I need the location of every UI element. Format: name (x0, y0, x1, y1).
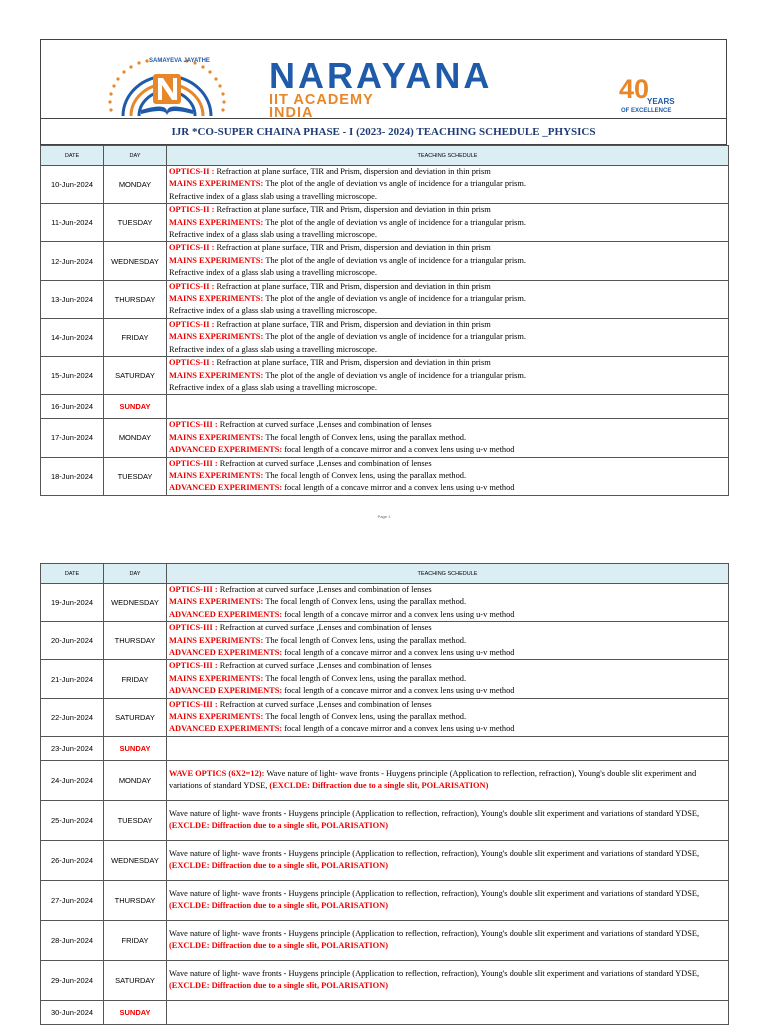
schedule-line (169, 319, 728, 331)
row-schedule (167, 920, 729, 960)
topic-text: Refraction at plane surface, TIR and Prism, dispersion and deviation in thin prism (216, 319, 491, 329)
topic-text: Refraction at plane surface, TIR and Prism, dispersion and deviation in thin prism (216, 358, 491, 368)
column-header-date: DATE (41, 146, 104, 166)
table-row (41, 800, 729, 840)
row-day: TUESDAY (104, 800, 167, 840)
row-schedule (167, 242, 729, 280)
schedule-line (169, 166, 728, 178)
table-row (41, 204, 729, 242)
mains-label: MAINS EXPERIMENTS: (169, 432, 266, 442)
schedule-line (169, 242, 728, 254)
mains-label: MAINS EXPERIMENTS: (169, 673, 266, 683)
row-day: SATURDAY (104, 960, 167, 1000)
topic-label: OPTICS-III : (169, 585, 220, 594)
table-row (41, 736, 729, 760)
schedule-line (169, 685, 728, 697)
topic-label: OPTICS-III : (169, 623, 220, 633)
topic-text: Wave nature of light- wave fronts - Huygens principle (Application to reflection, refraction), Young's double slit experiment and variations of standard YDSE, (169, 928, 700, 938)
table-row (41, 318, 729, 356)
schedule-line (169, 382, 728, 394)
schedule-line (169, 635, 728, 647)
row-schedule (167, 457, 729, 495)
brand-name: NARAYANA (269, 55, 493, 96)
mains-text: The focal length of Convex lens, using the parallax method. (265, 597, 467, 607)
schedule-line (169, 609, 728, 621)
row-date: 11-Jun-2024 (41, 204, 104, 242)
table-row (41, 1000, 729, 1024)
row-schedule (167, 880, 729, 920)
mains-label: MAINS EXPERIMENTS: (169, 332, 266, 342)
schedule-line (169, 596, 728, 608)
mains-text: The plot of the angle of deviation vs angle of incidence for a triangular prism. (265, 332, 527, 342)
schedule-line (169, 293, 728, 305)
narayana-emblem-icon (101, 50, 271, 120)
table-header-row (41, 564, 729, 584)
row-date: 27-Jun-2024 (41, 880, 104, 920)
row-day: FRIDAY (104, 660, 167, 698)
advanced-label: ADVANCED EXPERIMENTS: (169, 686, 285, 696)
row-schedule (167, 736, 729, 760)
advanced-text: focal length of a concave mirror and a convex lens using u-v method (284, 609, 515, 619)
schedule-line (169, 928, 728, 953)
table-row (41, 395, 729, 419)
schedule-line (169, 699, 728, 711)
row-date: 13-Jun-2024 (41, 280, 104, 318)
mains-text: The plot of the angle of deviation vs angle of incidence for a triangular prism. (265, 370, 527, 380)
document-header (40, 39, 727, 121)
schedule-line (169, 622, 728, 634)
row-date: 17-Jun-2024 (41, 419, 104, 457)
schedule-line (169, 968, 728, 993)
row-date: 29-Jun-2024 (41, 960, 104, 1000)
mains-text: The plot of the angle of deviation vs angle of incidence for a triangular prism. (265, 294, 527, 304)
row-date: 20-Jun-2024 (41, 622, 104, 660)
row-date: 23-Jun-2024 (41, 736, 104, 760)
topic-text: Wave nature of light- wave fronts - Huygens principle (Application to reflection, refraction), Young's double slit experiment and variations of standard YDSE, (169, 768, 697, 791)
topic-label: WAVE OPTICS (6X2=12): (169, 768, 267, 778)
schedule-line (169, 305, 728, 317)
table-row (41, 880, 729, 920)
schedule-line (169, 584, 728, 596)
schedule-line (169, 848, 728, 873)
schedule-line (169, 458, 728, 470)
experiment-text: Refractive index of a glass slab using a travelling microscope. (169, 230, 377, 240)
topic-text: Wave nature of light- wave fronts - Huygens principle (Application to reflection, refraction), Young's double slit experiment and variations of standard YDSE, (169, 968, 700, 978)
row-date: 28-Jun-2024 (41, 920, 104, 960)
exclusion-note: (EXCLDE: Diffraction due to a single slit, POLARISATION) (169, 821, 388, 831)
row-date: 12-Jun-2024 (41, 242, 104, 280)
row-day: THURSDAY (104, 280, 167, 318)
topic-label: OPTICS-II : (169, 281, 217, 291)
table-row (41, 622, 729, 660)
mains-text: The focal length of Convex lens, using the parallax method. (265, 470, 467, 480)
row-schedule (167, 357, 729, 395)
column-header-schedule: TEACHING SCHEDULE (167, 146, 729, 166)
schedule-line (169, 217, 728, 229)
mains-text: The focal length of Convex lens, using the parallax method. (265, 432, 467, 442)
row-schedule (167, 419, 729, 457)
schedule-line (169, 470, 728, 482)
row-date: 16-Jun-2024 (41, 395, 104, 419)
row-day: MONDAY (104, 760, 167, 800)
mains-text: The focal length of Convex lens, using the parallax method. (265, 712, 467, 722)
topic-label: OPTICS-III : (169, 661, 220, 671)
brand-line-2: INDIA (269, 105, 314, 121)
row-schedule (167, 584, 729, 622)
row-day: TUESDAY (104, 457, 167, 495)
row-schedule (167, 760, 729, 800)
row-date: 21-Jun-2024 (41, 660, 104, 698)
years-number: 40 (619, 74, 650, 104)
schedule-line (169, 711, 728, 723)
experiment-text: Refractive index of a glass slab using a travelling microscope. (169, 344, 377, 354)
schedule-line (169, 255, 728, 267)
column-header-day: DAY (104, 146, 167, 166)
row-schedule (167, 800, 729, 840)
exclusion-note: (EXCLDE: Diffraction due to a single slit, POLARISATION) (169, 901, 388, 911)
experiment-text: Refractive index of a glass slab using a travelling microscope. (169, 268, 377, 278)
topic-text: Refraction at curved surface ,Lenses and combination of lenses (219, 623, 432, 633)
row-schedule (167, 960, 729, 1000)
row-day: MONDAY (104, 419, 167, 457)
topic-text: Refraction at curved surface ,Lenses and combination of lenses (219, 458, 432, 468)
exclusion-note: (EXCLDE: Diffraction due to a single slit, POLARISATION) (169, 861, 388, 871)
table-row (41, 419, 729, 457)
schedule-line (169, 419, 728, 431)
advanced-label: ADVANCED EXPERIMENTS: (169, 724, 285, 734)
schedule-line (169, 204, 728, 216)
column-header-date: DATE (41, 564, 104, 584)
years-sub: OF EXCELLENCE (621, 108, 672, 114)
topic-label: OPTICS-II : (169, 243, 217, 253)
schedule-line (169, 673, 728, 685)
row-date: 19-Jun-2024 (41, 584, 104, 622)
schedule-title: IJR *CO-SUPER CHAINA PHASE - I (2023- 2024) TEACHING SCHEDULE _PHYSICS (40, 118, 727, 145)
table-row (41, 357, 729, 395)
mains-label: MAINS EXPERIMENTS: (169, 255, 266, 265)
schedule-line (169, 229, 728, 241)
row-day: WEDNESDAY (104, 584, 167, 622)
schedule-line (169, 482, 728, 494)
row-schedule (167, 840, 729, 880)
mains-text: The focal length of Convex lens, using the parallax method. (265, 673, 467, 683)
topic-text: Refraction at plane surface, TIR and Prism, dispersion and deviation in thin prism (216, 167, 491, 176)
advanced-text: focal length of a concave mirror and a convex lens using u-v method (284, 648, 515, 658)
schedule-line (169, 444, 728, 456)
row-schedule (167, 1000, 729, 1024)
row-day: WEDNESDAY (104, 840, 167, 880)
schedule-line (169, 178, 728, 190)
page-footer: Page 1 (377, 514, 391, 519)
row-schedule (167, 622, 729, 660)
advanced-text: focal length of a concave mirror and a convex lens using u-v method (284, 686, 515, 696)
mains-label: MAINS EXPERIMENTS: (169, 370, 266, 380)
table-row (41, 242, 729, 280)
mains-text: The focal length of Convex lens, using the parallax method. (265, 635, 467, 645)
schedule-line (169, 888, 728, 913)
mains-label: MAINS EXPERIMENTS: (169, 179, 266, 189)
advanced-label: ADVANCED EXPERIMENTS: (169, 483, 285, 493)
schedule-line (169, 357, 728, 369)
years-label: YEARS (647, 97, 675, 106)
experiment-text: Refractive index of a glass slab using a travelling microscope. (169, 306, 377, 316)
topic-text: Refraction at plane surface, TIR and Prism, dispersion and deviation in thin prism (216, 243, 491, 253)
schedule-line (169, 191, 728, 203)
exclusion-note: (EXCLDE: Diffraction due to a single slit, POLARISATION) (169, 981, 388, 991)
schedule-line (169, 660, 728, 672)
row-date: 30-Jun-2024 (41, 1000, 104, 1024)
schedule-table-page-2 (40, 563, 729, 1025)
schedule-table-page-1 (40, 145, 729, 496)
topic-label: OPTICS-III : (169, 458, 220, 468)
brand-line-1: IIT ACADEMY (269, 92, 374, 108)
table-row (41, 960, 729, 1000)
exclusion-note: (EXCLDE: Diffraction due to a single slit, POLARISATION) (169, 941, 388, 951)
mains-label: MAINS EXPERIMENTS: (169, 635, 266, 645)
topic-text: Wave nature of light- wave fronts - Huygens principle (Application to reflection, refraction), Young's double slit experiment and variations of standard YDSE, (169, 808, 700, 818)
topic-label: OPTICS-III : (169, 420, 220, 430)
topic-text: Wave nature of light- wave fronts - Huygens principle (Application to reflection, refraction), Young's double slit experiment and variations of standard YDSE, (169, 848, 700, 858)
table-row (41, 457, 729, 495)
table-header-row (41, 146, 729, 166)
topic-text: Refraction at curved surface ,Lenses and combination of lenses (219, 585, 432, 594)
table-row (41, 698, 729, 736)
topic-label: OPTICS-II : (169, 319, 217, 329)
row-day: THURSDAY (104, 622, 167, 660)
mains-label: MAINS EXPERIMENTS: (169, 712, 266, 722)
advanced-label: ADVANCED EXPERIMENTS: (169, 445, 285, 455)
row-date: 26-Jun-2024 (41, 840, 104, 880)
table-row (41, 760, 729, 800)
advanced-text: focal length of a concave mirror and a convex lens using u-v method (284, 483, 515, 493)
column-header-day: DAY (104, 564, 167, 584)
row-date: 10-Jun-2024 (41, 166, 104, 204)
row-schedule (167, 204, 729, 242)
advanced-text: focal length of a concave mirror and a convex lens using u-v method (284, 445, 515, 455)
table-row (41, 920, 729, 960)
topic-label: OPTICS-II : (169, 205, 217, 215)
mains-text: The plot of the angle of deviation vs angle of incidence for a triangular prism. (265, 217, 527, 227)
row-date: 24-Jun-2024 (41, 760, 104, 800)
schedule-line (169, 723, 728, 735)
table-row (41, 660, 729, 698)
mains-text: The plot of the angle of deviation vs angle of incidence for a triangular prism. (265, 179, 527, 189)
schedule-line (169, 808, 728, 833)
row-schedule (167, 660, 729, 698)
row-day: FRIDAY (104, 920, 167, 960)
row-day: FRIDAY (104, 318, 167, 356)
table-row (41, 840, 729, 880)
schedule-line (169, 370, 728, 382)
schedule-line (169, 281, 728, 293)
experiment-text: Refractive index of a glass slab using a travelling microscope. (169, 191, 377, 201)
topic-label: OPTICS-III : (169, 699, 220, 709)
row-date: 18-Jun-2024 (41, 457, 104, 495)
topic-text: Refraction at plane surface, TIR and Prism, dispersion and deviation in thin prism (216, 281, 491, 291)
row-day: TUESDAY (104, 204, 167, 242)
row-day: SATURDAY (104, 357, 167, 395)
column-header-schedule: TEACHING SCHEDULE (167, 564, 729, 584)
row-day: THURSDAY (104, 880, 167, 920)
table-row (41, 280, 729, 318)
row-date: 22-Jun-2024 (41, 698, 104, 736)
row-day: SATURDAY (104, 698, 167, 736)
mains-label: MAINS EXPERIMENTS: (169, 294, 266, 304)
schedule-line (169, 267, 728, 279)
row-date: 14-Jun-2024 (41, 318, 104, 356)
row-schedule (167, 395, 729, 419)
row-day: WEDNESDAY (104, 242, 167, 280)
topic-text: Refraction at curved surface ,Lenses and combination of lenses (219, 661, 432, 671)
mains-label: MAINS EXPERIMENTS: (169, 217, 266, 227)
schedule-line (169, 768, 728, 793)
topic-text: Refraction at curved surface ,Lenses and combination of lenses (219, 699, 432, 709)
advanced-label: ADVANCED EXPERIMENTS: (169, 648, 285, 658)
topic-label: OPTICS-II : (169, 358, 217, 368)
mains-label: MAINS EXPERIMENTS: (169, 470, 266, 480)
schedule-line (169, 432, 728, 444)
row-schedule (167, 280, 729, 318)
exclusion-note: (EXCLDE: Diffraction due to a single slit, POLARISATION) (269, 781, 489, 791)
mains-label: MAINS EXPERIMENTS: (169, 597, 266, 607)
table-row (41, 584, 729, 622)
schedule-line (169, 331, 728, 343)
schedule-line (169, 344, 728, 356)
row-day: SUNDAY (104, 736, 167, 760)
emblem-motto: SAMAYEVA JAYATHE (149, 58, 210, 64)
row-schedule (167, 698, 729, 736)
topic-text: Wave nature of light- wave fronts - Huygens principle (Application to reflection, refraction), Young's double slit experiment and variations of standard YDSE, (169, 888, 700, 898)
row-schedule (167, 166, 729, 204)
row-schedule (167, 318, 729, 356)
experiment-text: Refractive index of a glass slab using a travelling microscope. (169, 382, 377, 392)
brand-block (269, 55, 493, 121)
topic-label: OPTICS-II : (169, 167, 217, 176)
mains-text: The plot of the angle of deviation vs angle of incidence for a triangular prism. (265, 255, 527, 265)
row-day: MONDAY (104, 166, 167, 204)
schedule-line (169, 647, 728, 659)
advanced-text: focal length of a concave mirror and a convex lens using u-v method (284, 724, 515, 734)
row-day: SUNDAY (104, 395, 167, 419)
topic-text: Refraction at plane surface, TIR and Prism, dispersion and deviation in thin prism (216, 205, 491, 215)
forty-years-badge (619, 74, 699, 116)
advanced-label: ADVANCED EXPERIMENTS: (169, 609, 285, 619)
table-row (41, 166, 729, 204)
row-day: SUNDAY (104, 1000, 167, 1024)
topic-text: Refraction at curved surface ,Lenses and combination of lenses (219, 420, 432, 430)
row-date: 25-Jun-2024 (41, 800, 104, 840)
row-date: 15-Jun-2024 (41, 357, 104, 395)
